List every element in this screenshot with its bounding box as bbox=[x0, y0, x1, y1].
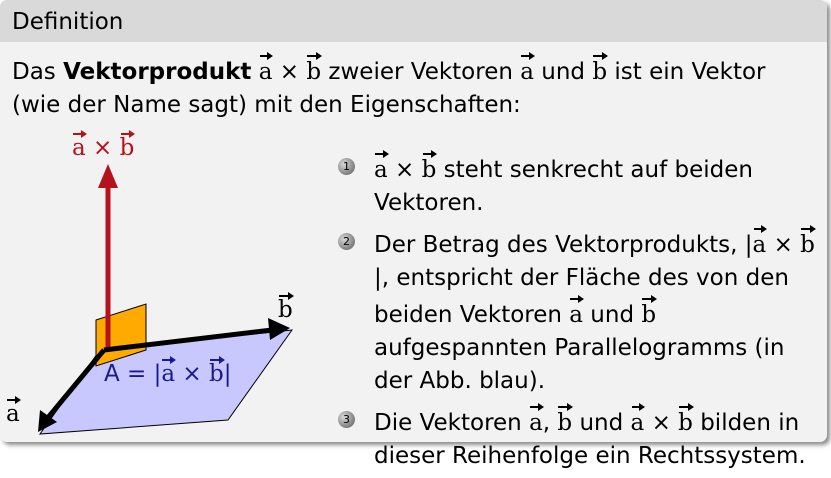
vector-a: a bbox=[72, 130, 86, 162]
label-cross-product bbox=[72, 130, 134, 162]
cross-product-diagram bbox=[0, 120, 320, 442]
enumeration-bullet-icon: 1 bbox=[338, 158, 355, 175]
vector-b: b bbox=[641, 295, 656, 332]
times-symbol: × bbox=[182, 361, 202, 387]
vector-a: a bbox=[631, 403, 645, 440]
vector-b: b bbox=[209, 356, 224, 388]
vector-a: a bbox=[753, 225, 767, 262]
vector-b: b bbox=[278, 292, 293, 324]
vector-b: b bbox=[592, 52, 607, 89]
property-text: bilden in dieser Reihenfolge ein Rechtssystem. bbox=[374, 410, 806, 469]
properties-list bbox=[338, 150, 818, 478]
property-and: und bbox=[583, 302, 642, 328]
vector-a: a bbox=[569, 295, 583, 332]
cross-product-figure bbox=[0, 120, 320, 442]
label-area bbox=[104, 356, 232, 388]
definition-intro bbox=[12, 52, 812, 122]
property-text: steht senkrecht auf beiden Vektoren. bbox=[374, 157, 753, 216]
vector-b: b bbox=[678, 403, 693, 440]
vector-b: b bbox=[800, 225, 815, 262]
times-symbol: × bbox=[395, 157, 415, 183]
label-vector-a bbox=[6, 396, 20, 428]
vector-a: a bbox=[529, 403, 543, 440]
property-item bbox=[338, 403, 818, 473]
vector-b: b bbox=[557, 403, 572, 440]
times-symbol: × bbox=[279, 59, 300, 85]
vector-a: a bbox=[161, 356, 175, 388]
vector-a: a bbox=[374, 150, 388, 187]
times-symbol: × bbox=[651, 410, 671, 436]
vector-b: b bbox=[306, 52, 321, 89]
vector-b: b bbox=[422, 150, 437, 187]
area-suffix: | bbox=[223, 361, 232, 387]
intro-mid: zweier Vektoren bbox=[321, 59, 521, 85]
block-title-bar bbox=[0, 0, 827, 42]
property-and: und bbox=[572, 410, 631, 436]
area-prefix: A = | bbox=[104, 361, 162, 387]
property-text: Die Vektoren bbox=[374, 410, 530, 436]
property-item bbox=[338, 225, 818, 398]
vector-b: b bbox=[120, 130, 135, 162]
cross-product-arrow-head bbox=[98, 164, 118, 188]
enumeration-bullet-icon: 3 bbox=[338, 411, 355, 428]
block-title: Definition bbox=[12, 9, 124, 35]
property-item bbox=[338, 150, 818, 220]
vector-a: a bbox=[259, 52, 273, 89]
vector-a: a bbox=[520, 52, 534, 89]
property-text: Der Betrag des Vektorprodukts, | bbox=[374, 232, 753, 258]
vector-a: a bbox=[6, 396, 20, 428]
times-symbol: × bbox=[773, 232, 793, 258]
label-vector-b bbox=[278, 292, 293, 324]
intro-and: und bbox=[533, 59, 593, 85]
term-vektorprodukt: Vektorprodukt bbox=[63, 59, 252, 85]
property-text: |, entspricht der Fläche des von den beiden Vektoren bbox=[374, 265, 789, 328]
intro-suffix: ist ein Vektor (wie der Name sagt) mit den Eigenschaften: bbox=[12, 59, 766, 118]
intro-prefix: Das bbox=[12, 59, 64, 85]
property-comma: , bbox=[542, 410, 558, 436]
property-text: aufgespannten Parallelogramms (in der Abb. blau). bbox=[374, 335, 785, 394]
times-symbol: × bbox=[93, 135, 113, 161]
enumeration-bullet-icon: 2 bbox=[338, 233, 355, 250]
